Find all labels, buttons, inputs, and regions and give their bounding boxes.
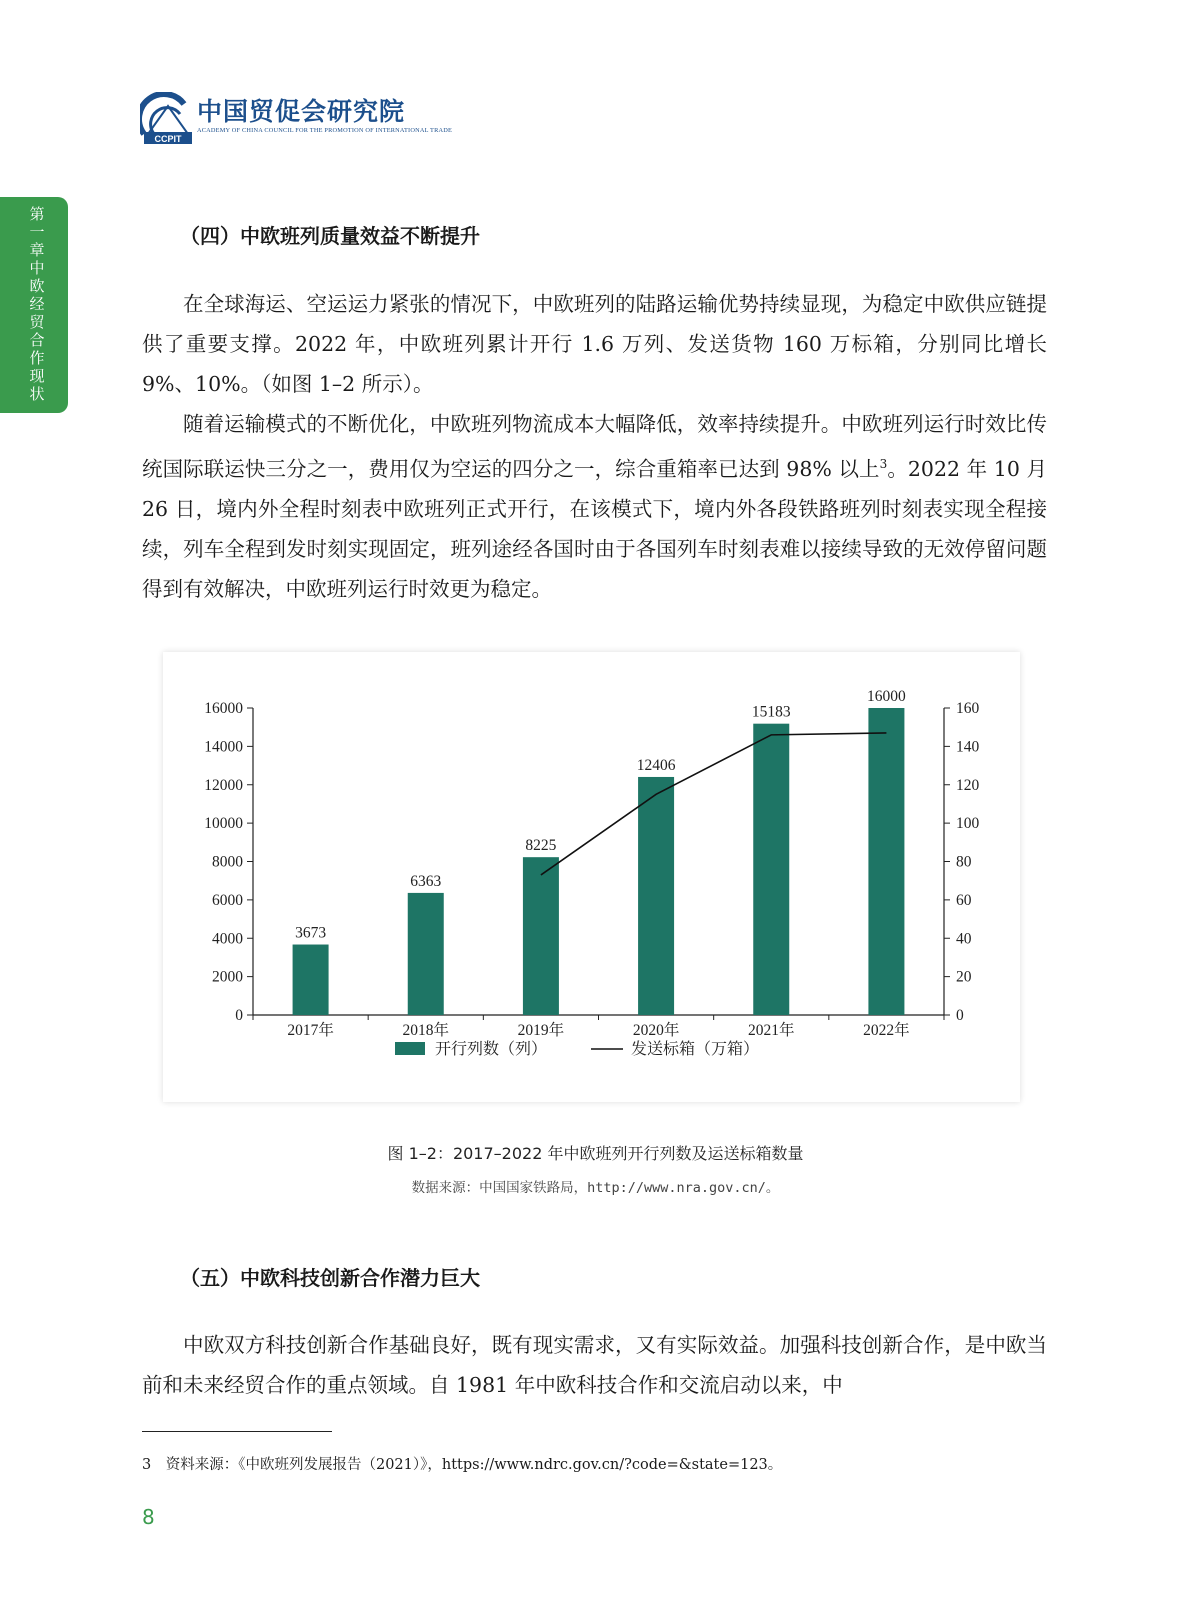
- left-tick-label: 0: [235, 1007, 243, 1024]
- section-5-body: [142, 1325, 1047, 1405]
- paragraph: 在全球海运、空运运力紧张的情况下，中欧班列的陆路运输优势持续显现，为稳定中欧供应链提供了重要支撑。2022 年，中欧班列累计开行 1.6 万列、发送货物 160 万标箱，分别同比增长 9%、10%。（如图 1–2 所示）。: [142, 292, 1047, 396]
- right-tick-label: 80: [956, 853, 972, 871]
- section-4-heading: （四）中欧班列质量效益不断提升: [180, 224, 480, 248]
- left-tick-label: 10000: [204, 815, 243, 833]
- bar-data-label: 6363: [410, 872, 442, 890]
- left-tick-label: 12000: [204, 776, 243, 794]
- left-tick-label: 14000: [204, 738, 243, 756]
- left-tick-label: 16000: [204, 700, 243, 717]
- legend-line-label: 发送标箱（万箱）: [631, 1039, 760, 1058]
- right-tick-label: 60: [956, 891, 972, 909]
- right-tick-label: 0: [956, 1007, 964, 1024]
- chapter-label: 第一章中欧经贸合作现状: [29, 205, 45, 403]
- bar-data-label: 12406: [636, 756, 676, 774]
- right-tick-label: 140: [956, 738, 980, 756]
- section-5-heading: （五）中欧科技创新合作潜力巨大: [180, 1266, 480, 1290]
- bar-data-label: 3673: [295, 924, 327, 942]
- paragraph: 中欧双方科技创新合作基础良好，既有现实需求，又有实际效益。加强科技创新合作，是中欧当前和未来经贸合作的重点领域。自 1981 年中欧科技合作和交流启动以来，中: [142, 1333, 1047, 1397]
- left-tick-label: 2000: [212, 968, 243, 986]
- logo-text: CCPIT: [154, 134, 182, 144]
- bar-data-label: 15183: [751, 703, 791, 721]
- paragraph: 随着运输模式的不断优化，中欧班列物流成本大幅降低，效率持续提升。中欧班列运行时效比传统国际联运快三分之一，费用仅为空运的四分之一，综合重箱率已达到 98% 以上$^3$。2022 年 10 月 26 日，境内外全程时刻表中欧班列正式开行，在该模式下，境内外各段铁路班列时刻表实现全程接续，列车全程到发时刻实现固定，班列途经各国时由于各国列车时刻表难以接续导致的无效停留问题得到有效解决，中欧班列运行时效更为稳定。: [142, 412, 1047, 601]
- x-tick-label: 2019年: [517, 1022, 565, 1039]
- left-tick-label: 4000: [212, 930, 243, 948]
- figure-caption: 图 1–2：2017–2022 年中欧班列开行列数及运送标箱数量: [387, 1144, 804, 1163]
- left-tick-label: 8000: [212, 853, 243, 871]
- x-tick-label: 2021年: [747, 1022, 795, 1039]
- footnote: 3 资料来源：《中欧班列发展报告（2021）》，https://www.ndrc.gov.cn/?code=&state=123。: [142, 1457, 783, 1473]
- legend-bar-swatch: [395, 1042, 425, 1055]
- bar: [523, 857, 559, 1015]
- x-tick-label: 2017年: [287, 1022, 334, 1039]
- x-tick-label: 2020年: [632, 1022, 680, 1039]
- left-tick-label: 6000: [212, 891, 243, 909]
- footnote-ref[interactable]: 3: [879, 457, 888, 471]
- right-tick-label: 120: [956, 776, 980, 794]
- chapter-side-tab: [0, 197, 68, 413]
- bar: [408, 893, 444, 1015]
- legend-bar-label: 开行列数（列）: [435, 1039, 548, 1058]
- ccpit-emblem-icon: [140, 92, 196, 148]
- org-name: 中国贸促会研究院: [197, 97, 406, 126]
- bar: [753, 724, 789, 1015]
- ccpit-logo: [140, 92, 453, 150]
- bar-data-label: 16000: [867, 688, 906, 705]
- figure-source: 数据来源：中国国家铁路局，http://www.nra.gov.cn/。: [411, 1180, 780, 1196]
- bar-line-chart: [163, 652, 1020, 1102]
- section-4-body: [142, 284, 1047, 609]
- right-tick-label: 40: [956, 930, 972, 948]
- chart-container: [163, 652, 1020, 1102]
- bar-data-label: 8225: [525, 837, 557, 855]
- series-line: [541, 733, 887, 875]
- bar: [868, 708, 904, 1015]
- page-number: 8: [142, 1505, 155, 1529]
- org-subtitle: ACADEMY OF CHINA COUNCIL FOR THE PROMOTION OF INTERNATIONAL TRADE: [197, 127, 453, 134]
- right-tick-label: 160: [956, 700, 980, 717]
- bar: [293, 945, 329, 1015]
- right-tick-label: 20: [956, 968, 972, 986]
- bar: [638, 777, 674, 1015]
- footnote-divider: [142, 1431, 332, 1432]
- x-tick-label: 2018年: [402, 1022, 450, 1039]
- x-tick-label: 2022年: [863, 1022, 910, 1039]
- right-tick-label: 100: [956, 815, 980, 833]
